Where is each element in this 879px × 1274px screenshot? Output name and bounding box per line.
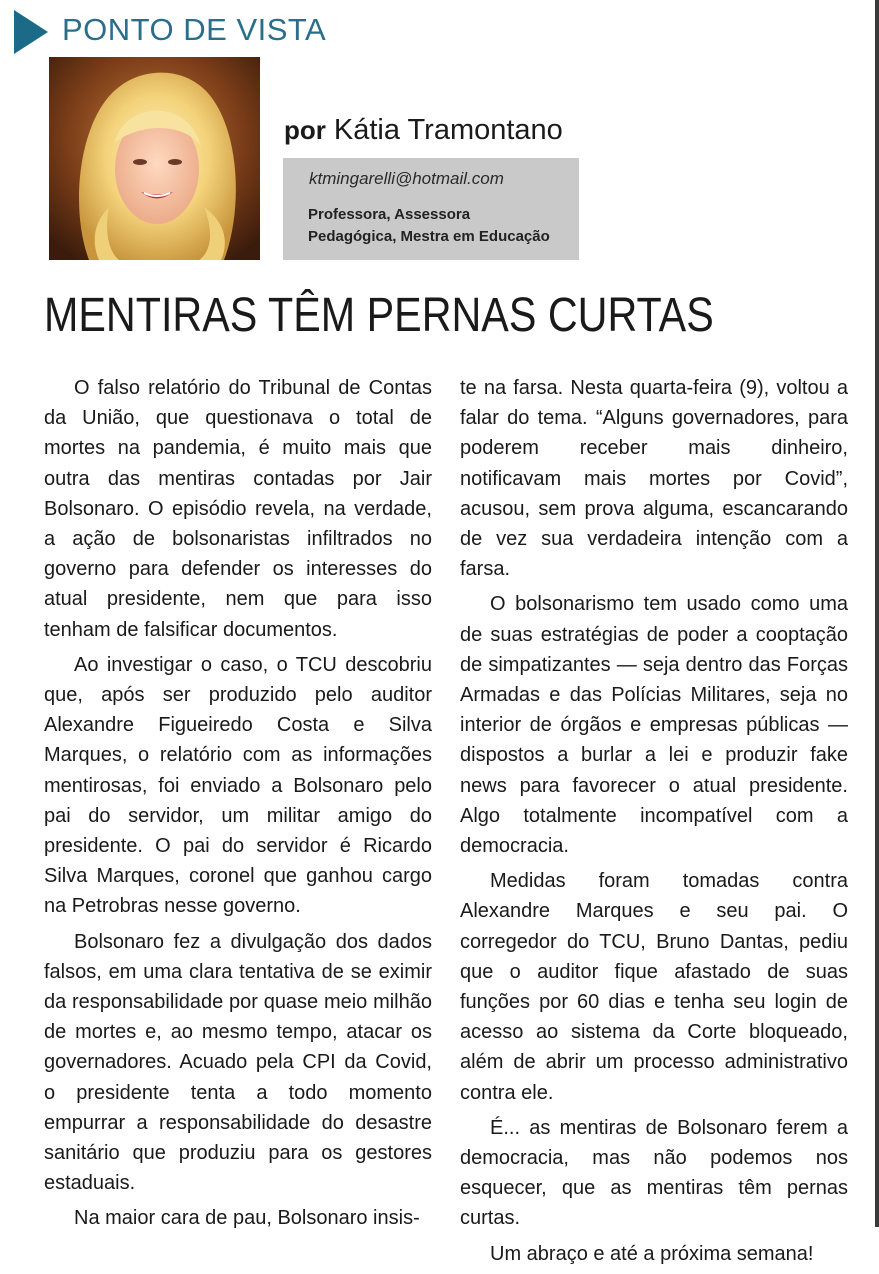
article-column-left [44,373,432,1239]
author-byline [284,114,563,147]
author-role-line-2: Pedagógica, Mestra em Educação [308,228,550,245]
article-paragraph: Bolsonaro fez a divulgação dos dados falsos, em uma clara tentativa de se eximir da responsabilidade por quase meio milhão de mortes e, ao mesmo tempo, atacar os governadores. Acuado pela CPI da Covid, o presidente tenta a todo momento empurrar a responsabilidade do desastre sanitário que produziu para os gestores estaduais. [44,930,432,1195]
author-name: Kátia Tramontano [333,114,563,146]
article-paragraph: Ao investigar o caso, o TCU descobriu que, após ser produzido pelo auditor Alexandre Figueiredo Costa e Silva Marques, o relatório com as informações mentirosas, foi enviado a Bolsonaro pelo pai do servidor, um militar amigo do presidente. O pai do servidor é Ricardo Silva Marques, coronel que ganhou cargo na Petrobras nesse governo. [44,653,432,918]
author-email: ktmingarelli@hotmail.com [309,169,504,188]
article-signoff: Um abraço e até a próxima semana! [490,1242,814,1265]
author-role-line-1: Professora, Assessora [308,206,471,223]
author-bio-box [283,158,579,260]
author-photo [49,57,260,260]
article-paragraph: Na maior cara de pau, Bolsonaro insis- [74,1207,420,1230]
article-paragraph: O bolsonarismo tem usado como uma de suas estratégias de poder a cooptação de simpatizantes — seja dentro das Forças Armadas e das Polícias Militares, seja no interior de órgãos e empresas públicas — dispostos a burlar a lei e produzir fake news para favorecer o atual presidente. Algo totalmente incompatível com a democracia. [460,593,848,858]
article-headline: MENTIRAS TÊM PERNAS CURTAS [44,289,714,342]
byline-prefix: por [284,115,326,145]
article-paragraph: Medidas foram tomadas contra Alexandre Marques e seu pai. O corregedor do TCU, Bruno Dantas, pediu que o auditor fique afastado de suas funções por 60 dias e tenha seu login de acesso ao sistema da Corte bloqueado, além de abrir um processo administrativo contra ele. [460,870,848,1104]
section-arrow-icon [14,10,48,54]
section-label: PONTO DE VISTA [62,12,327,47]
author-role [308,204,550,248]
page-edge-border [875,0,879,1227]
article-paragraph: É... as mentiras de Bolsonaro ferem a democracia, mas não podemos nos esquecer, que as mentiras têm pernas curtas. [460,1116,848,1230]
article-paragraph: O falso relatório do Tribunal de Contas da União, que questionava o total de mortes na pandemia, é muito mais que outra das mentiras contadas por Jair Bolsonaro. O episódio revela, na verdade, a ação de bolsonaristas infiltrados no governo para defender os interesses do atual presidente, nem que para isso tenham de falsificar documentos. [44,377,432,641]
article-column-right [460,373,848,1274]
article-paragraph: te na farsa. Nesta quarta-feira (9), voltou a falar do tema. “Alguns governadores, para poderem receber mais dinheiro, notificavam mais mortes por Covid”, acusou, sem prova alguma, escancarando de vez sua verdadeira intenção com a farsa. [460,377,848,581]
